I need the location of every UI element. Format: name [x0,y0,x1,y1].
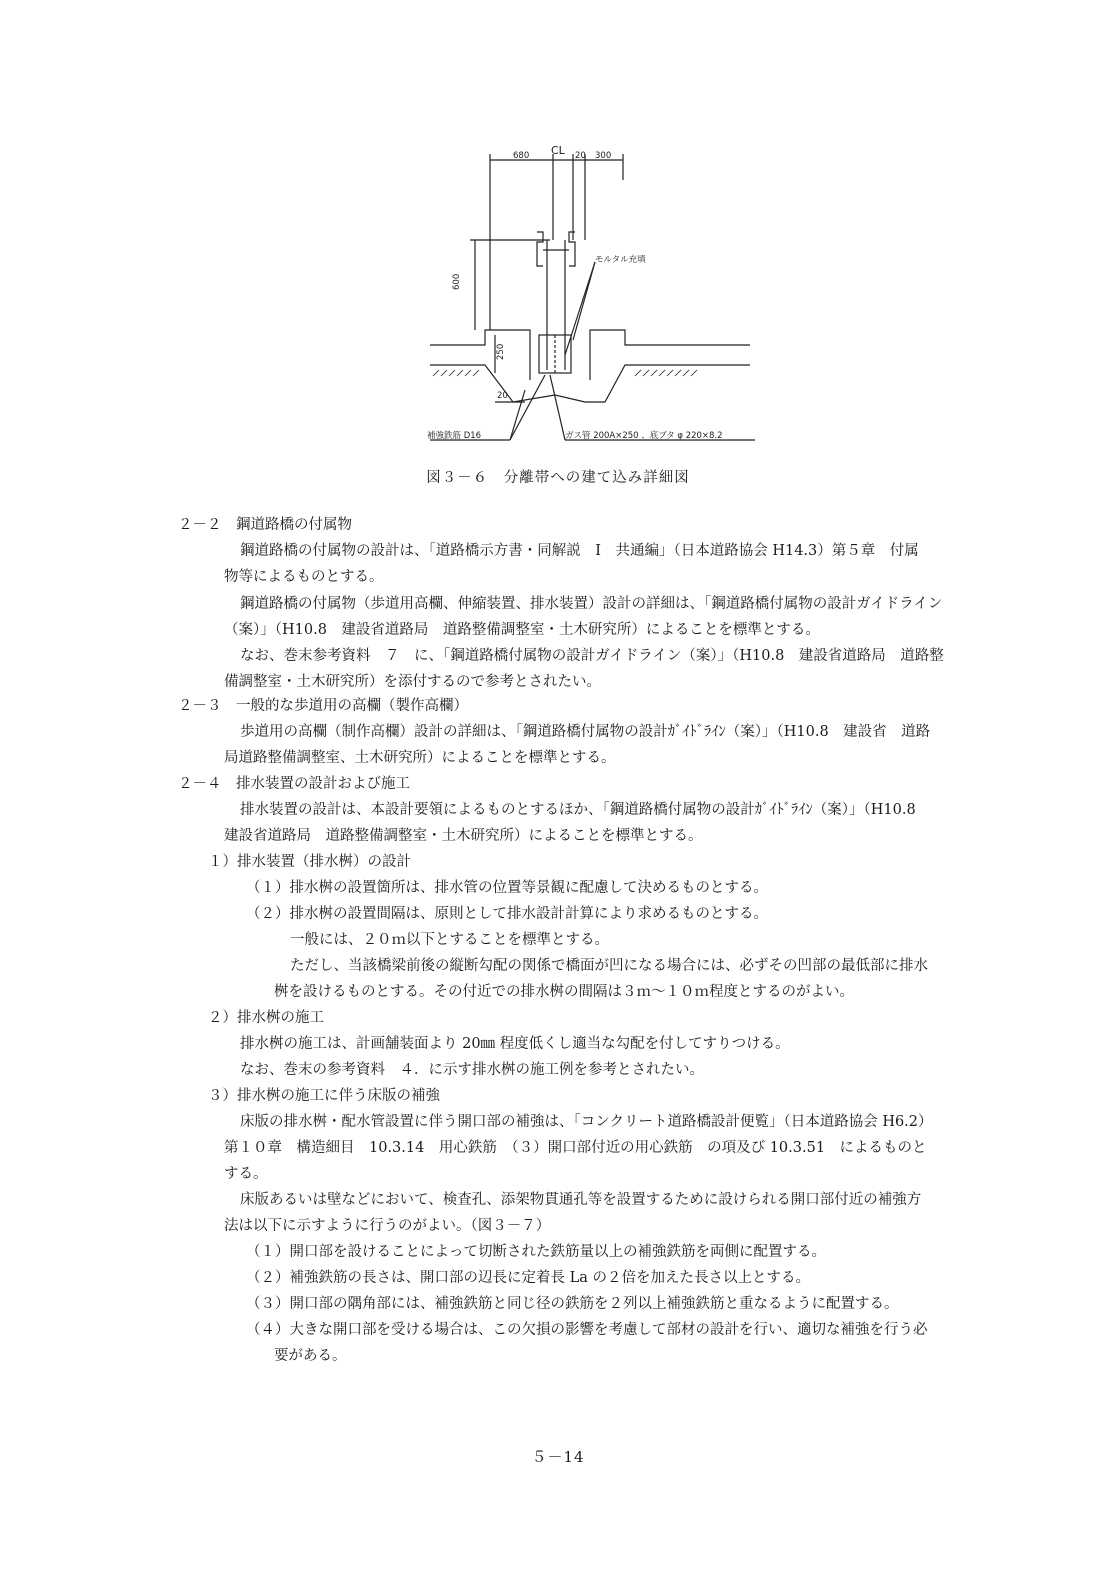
list-item: （４）大きな開口部を受ける場合は、この欠損の影響を考慮して部材の設計を行い、適切な補強を行う必 [246,1322,928,1338]
page-number: ５－14 [531,1448,585,1466]
body-line: 法は以下に示すように行うのがよい。（図３－７） [224,1218,551,1234]
body-line: 床版あるいは壁などにおいて、検査孔、添架物貫通孔等を設置するために設けられる開口部付近の補強方 [240,1192,922,1208]
dim-top-left: 680 [513,151,530,161]
body-line: 備調整室・土木研究所）を添付するので参考とされたい。 [224,674,601,690]
body-line: 局道路整備調整室、土木研究所）によることを標準とする。 [224,750,616,766]
dim-height: 600 [452,273,462,290]
dim-gap: 20 [497,391,508,401]
list-item: （２）排水桝の設置間隔は、原則として排水設計計算により求めるものとする。 [246,906,768,922]
subsection-heading: ２）排水桝の施工 [208,1010,324,1026]
body-line: 排水装置の設計は、本設計要領によるものとするほか、「鋼道路橋付属物の設計ｶﾞｲﾄﾞﾗｲﾝ（案）」（H10.8 [240,802,916,818]
body-line: なお、巻末の参考資料 ４．に示す排水桝の施工例を参考とされたい。 [240,1062,704,1078]
body-line: する。 [224,1166,268,1182]
body-line: 鋼道路橋の付属物（歩道用高欄、伸縮装置、排水装置）設計の詳細は、「鋼道路橋付属物の設計ガイドライン [240,596,943,612]
list-item: （１）排水桝の設置箇所は、排水管の位置等景観に配慮して決めるものとする。 [246,880,768,896]
body-line: 排水桝の施工は、計画舗装面より 20㎜ 程度低くし適当な勾配を付してすりつける。 [240,1036,790,1052]
body-line: （案）」（H10.8 建設省道路局 道路整備調整室・土木研究所）によることを標準とする。 [224,622,820,638]
label-mortar: モルタル充填 [595,255,646,265]
list-item: （２）補強鉄筋の長さは、開口部の辺長に定着長 La の２倍を加えた長さ以上とする。 [246,1270,810,1286]
figure-caption: 図３－６ 分離帯への建て込み詳細図 [426,470,690,486]
list-item: （３）開口部の隅角部には、補強鉄筋と同じ径の鉄筋を２列以上補強鉄筋と重なるように配置する。 [246,1296,899,1312]
dim-base: 250 [496,343,506,360]
dim-centerline: CL [551,144,565,157]
section-heading: ２－２ 鋼道路橋の付属物 [178,517,352,533]
body-line: なお、巻末参考資料 ７ に、「鋼道路橋付属物の設計ガイドライン（案）」（H10.8 建設省道路局 道路整 [240,648,944,664]
body-line: 床版の排水桝・配水管設置に伴う開口部の補強は、「コンクリート道路橋設計便覧」（日本道路協会 H6.2） [240,1114,933,1130]
label-pipe: ガス管 200A×250 、底ブタ φ 220×8.2 [565,431,723,441]
dim-top-right-b: 300 [595,151,612,161]
subsection-heading: １）排水装置（排水桝）の設計 [208,854,411,870]
body-line: 建設省道路局 道路整備調整室・土木研究所）によることを標準とする。 [224,828,703,844]
body-line: 歩道用の高欄（制作高欄）設計の詳細は、「鋼道路橋付属物の設計ｶﾞｲﾄﾞﾗｲﾝ（案）」（H10.8 建設省 道路 [240,724,931,740]
section-heading: ２－３ 一般的な歩道用の高欄（製作高欄） [178,698,468,714]
body-line: 物等によるものとする。 [224,569,384,585]
installation-drawing [425,140,755,460]
detail-figure [425,140,755,460]
body-line: 一般には、２０ｍ以下とすることを標準とする。 [290,932,609,948]
subsection-heading: ３）排水桝の施工に伴う床版の補強 [208,1088,440,1104]
body-line: 鋼道路橋の付属物の設計は、「道路橋示方書・同解説 Ⅰ 共通編」（日本道路協会 H14.3）第５章 付属 [240,543,919,559]
body-line: ただし、当該橋梁前後の縦断勾配の関係で橋面が凹になる場合には、必ずその凹部の最低部に排水 [290,958,928,974]
body-line: 桝を設けるものとする。その付近での排水桝の間隔は３ｍ～１０ｍ程度とするのがよい。 [274,984,854,1000]
dim-top-right-a: 20 [575,151,586,161]
section-heading: ２－４ 排水装置の設計および施工 [178,776,410,792]
body-line: 第１０章 構造細目 10.3.14 用心鉄筋 （３）開口部付近の用心鉄筋 の項及び 10.3.51 によるものと [224,1140,927,1156]
label-rebar: 補強鉄筋 D16 [427,431,482,441]
list-item: （１）開口部を設けることによって切断された鉄筋量以上の補強鉄筋を両側に配置する。 [246,1244,826,1260]
body-line: 要がある。 [274,1348,347,1364]
